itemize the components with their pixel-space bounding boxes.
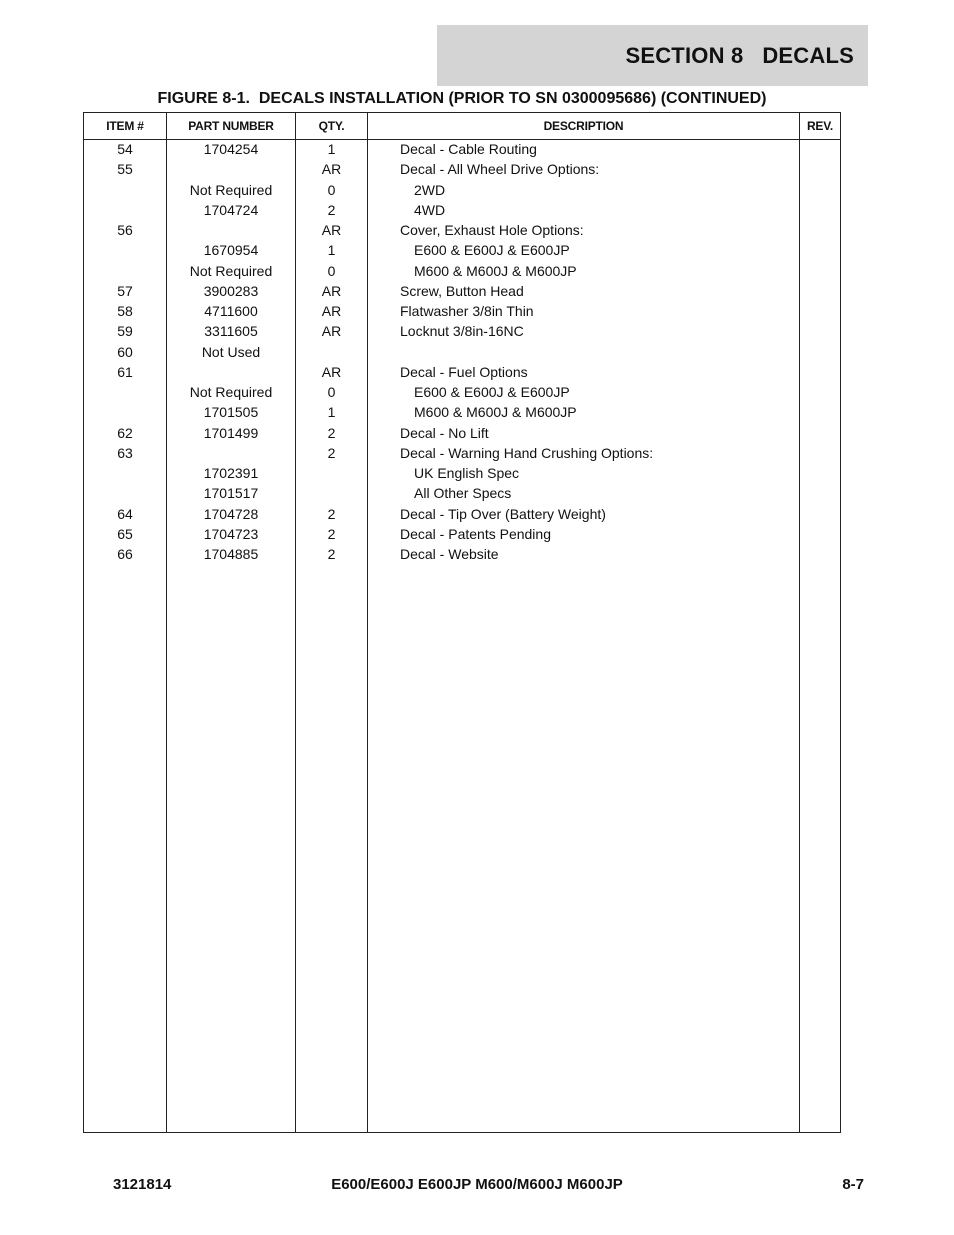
table-row (84, 220, 840, 240)
quantity (296, 483, 367, 503)
quantity: AR (321, 303, 342, 319)
table-row (84, 483, 840, 503)
item-number: 59 (117, 323, 133, 340)
description: M600 & M600J & M600JP (414, 404, 577, 421)
part-number: 1704724 (203, 201, 259, 218)
quantity: 2 (327, 424, 336, 441)
quantity: 0 (327, 384, 336, 400)
description: Decal - Warning Hand Crushing Options: (400, 444, 654, 461)
part-number: 1701505 (203, 404, 259, 421)
item-number: 65 (117, 525, 133, 542)
item-number (84, 261, 166, 281)
item-number: 64 (117, 505, 133, 522)
part-number: 3311605 (204, 323, 258, 340)
item-number (84, 180, 166, 200)
part-number (167, 159, 295, 179)
part-number: 1701499 (203, 424, 259, 441)
table-row (84, 423, 840, 443)
table-row (84, 261, 840, 281)
part-number (167, 443, 295, 463)
quantity: 2 (327, 505, 336, 522)
part-number: 1704885 (203, 546, 259, 562)
parts-table (83, 112, 841, 1133)
table-row (84, 180, 840, 200)
description: Locknut 3/8in-16NC (400, 323, 524, 340)
section-title: SECTION 8 DECALS (625, 42, 854, 68)
quantity (296, 463, 367, 483)
description: Screw, Button Head (400, 282, 524, 299)
item-number: 66 (117, 546, 133, 562)
description: 2WD (414, 181, 446, 198)
table-row (84, 159, 840, 179)
item-number (84, 483, 166, 503)
table-row (84, 342, 840, 362)
description: UK English Spec (414, 465, 520, 481)
description: Decal - All Wheel Drive Options: (400, 161, 600, 178)
footer-models: E600/E600J E600JP M600/M600J M600JP (331, 1176, 623, 1193)
description: Decal - Fuel Options (400, 363, 528, 380)
description: 4WD (414, 201, 446, 218)
part-number: 1704728 (203, 505, 259, 522)
part-number (167, 362, 295, 382)
section-banner (437, 25, 868, 86)
description: All Other Specs (414, 485, 512, 502)
quantity: AR (321, 282, 342, 299)
quantity: 2 (327, 201, 336, 218)
description: Cover, Exhaust Hole Options: (400, 222, 584, 238)
quantity: 2 (327, 525, 336, 542)
header-part-number: PART NUMBER (188, 119, 274, 133)
item-number (84, 200, 166, 220)
part-number: 1704723 (203, 525, 259, 542)
table-row (84, 382, 840, 402)
table-row (84, 443, 840, 463)
part-number: 1702391 (203, 465, 259, 481)
header-rev: REV. (806, 119, 834, 133)
table-row (84, 281, 840, 301)
part-number: Not Required (189, 181, 273, 198)
table-row (84, 504, 840, 524)
quantity: 0 (327, 262, 336, 279)
description: Decal - No Lift (400, 424, 489, 441)
quantity: 1 (327, 404, 336, 421)
description: E600 & E600J & E600JP (414, 242, 570, 259)
part-number: 3900283 (203, 282, 259, 299)
quantity: AR (321, 222, 342, 238)
part-number: 4711600 (204, 303, 258, 319)
quantity: AR (321, 363, 342, 380)
header-item: ITEM # (106, 119, 144, 133)
quantity: 1 (327, 141, 336, 157)
header-description: DESCRIPTION (543, 119, 624, 133)
item-number: 56 (117, 222, 133, 238)
description: Decal - Patents Pending (400, 525, 551, 542)
description (400, 342, 800, 362)
item-number: 58 (117, 303, 133, 319)
quantity (296, 342, 367, 362)
item-number: 61 (117, 363, 133, 380)
item-number: 55 (117, 161, 133, 178)
part-number (167, 220, 295, 240)
quantity: AR (321, 323, 342, 340)
part-number: 1704254 (203, 141, 259, 157)
item-number: 57 (117, 282, 133, 299)
table-row (84, 139, 840, 159)
item-number (84, 382, 166, 402)
table-row (84, 463, 840, 483)
description: M600 & M600J & M600JP (414, 262, 577, 279)
table-row (84, 402, 840, 422)
part-number: 1670954 (203, 242, 259, 259)
quantity: AR (321, 161, 342, 178)
quantity: 2 (327, 444, 336, 461)
item-number: 54 (117, 141, 133, 157)
quantity: 2 (327, 546, 336, 562)
part-number: Not Required (189, 384, 273, 400)
item-number: 60 (117, 343, 133, 360)
part-number: 1701517 (203, 485, 259, 502)
table-row (84, 362, 840, 382)
item-number: 63 (117, 444, 133, 461)
header-qty: QTY. (318, 119, 345, 133)
table-row (84, 200, 840, 220)
table-row (84, 524, 840, 544)
description: Decal - Website (400, 546, 499, 562)
description: Decal - Tip Over (Battery Weight) (400, 505, 606, 522)
footer-doc-number: 3121814 (113, 1176, 172, 1193)
description: Flatwasher 3/8in Thin (400, 303, 534, 319)
part-number: Not Required (189, 262, 273, 279)
part-number: Not Used (201, 343, 261, 360)
table-row (84, 321, 840, 341)
item-number (84, 240, 166, 260)
quantity: 0 (327, 181, 336, 198)
table-row (84, 544, 840, 564)
description: Decal - Cable Routing (400, 141, 537, 157)
item-number (84, 463, 166, 483)
quantity: 1 (327, 242, 336, 259)
figure-title: FIGURE 8-1. DECALS INSTALLATION (PRIOR TO SN 0300095686) (CONTINUED) (157, 90, 767, 107)
description: E600 & E600J & E600JP (414, 384, 570, 400)
table-row (84, 301, 840, 321)
footer-page-number: 8-7 (842, 1176, 864, 1193)
table-row (84, 240, 840, 260)
item-number: 62 (117, 424, 133, 441)
item-number (84, 402, 166, 422)
